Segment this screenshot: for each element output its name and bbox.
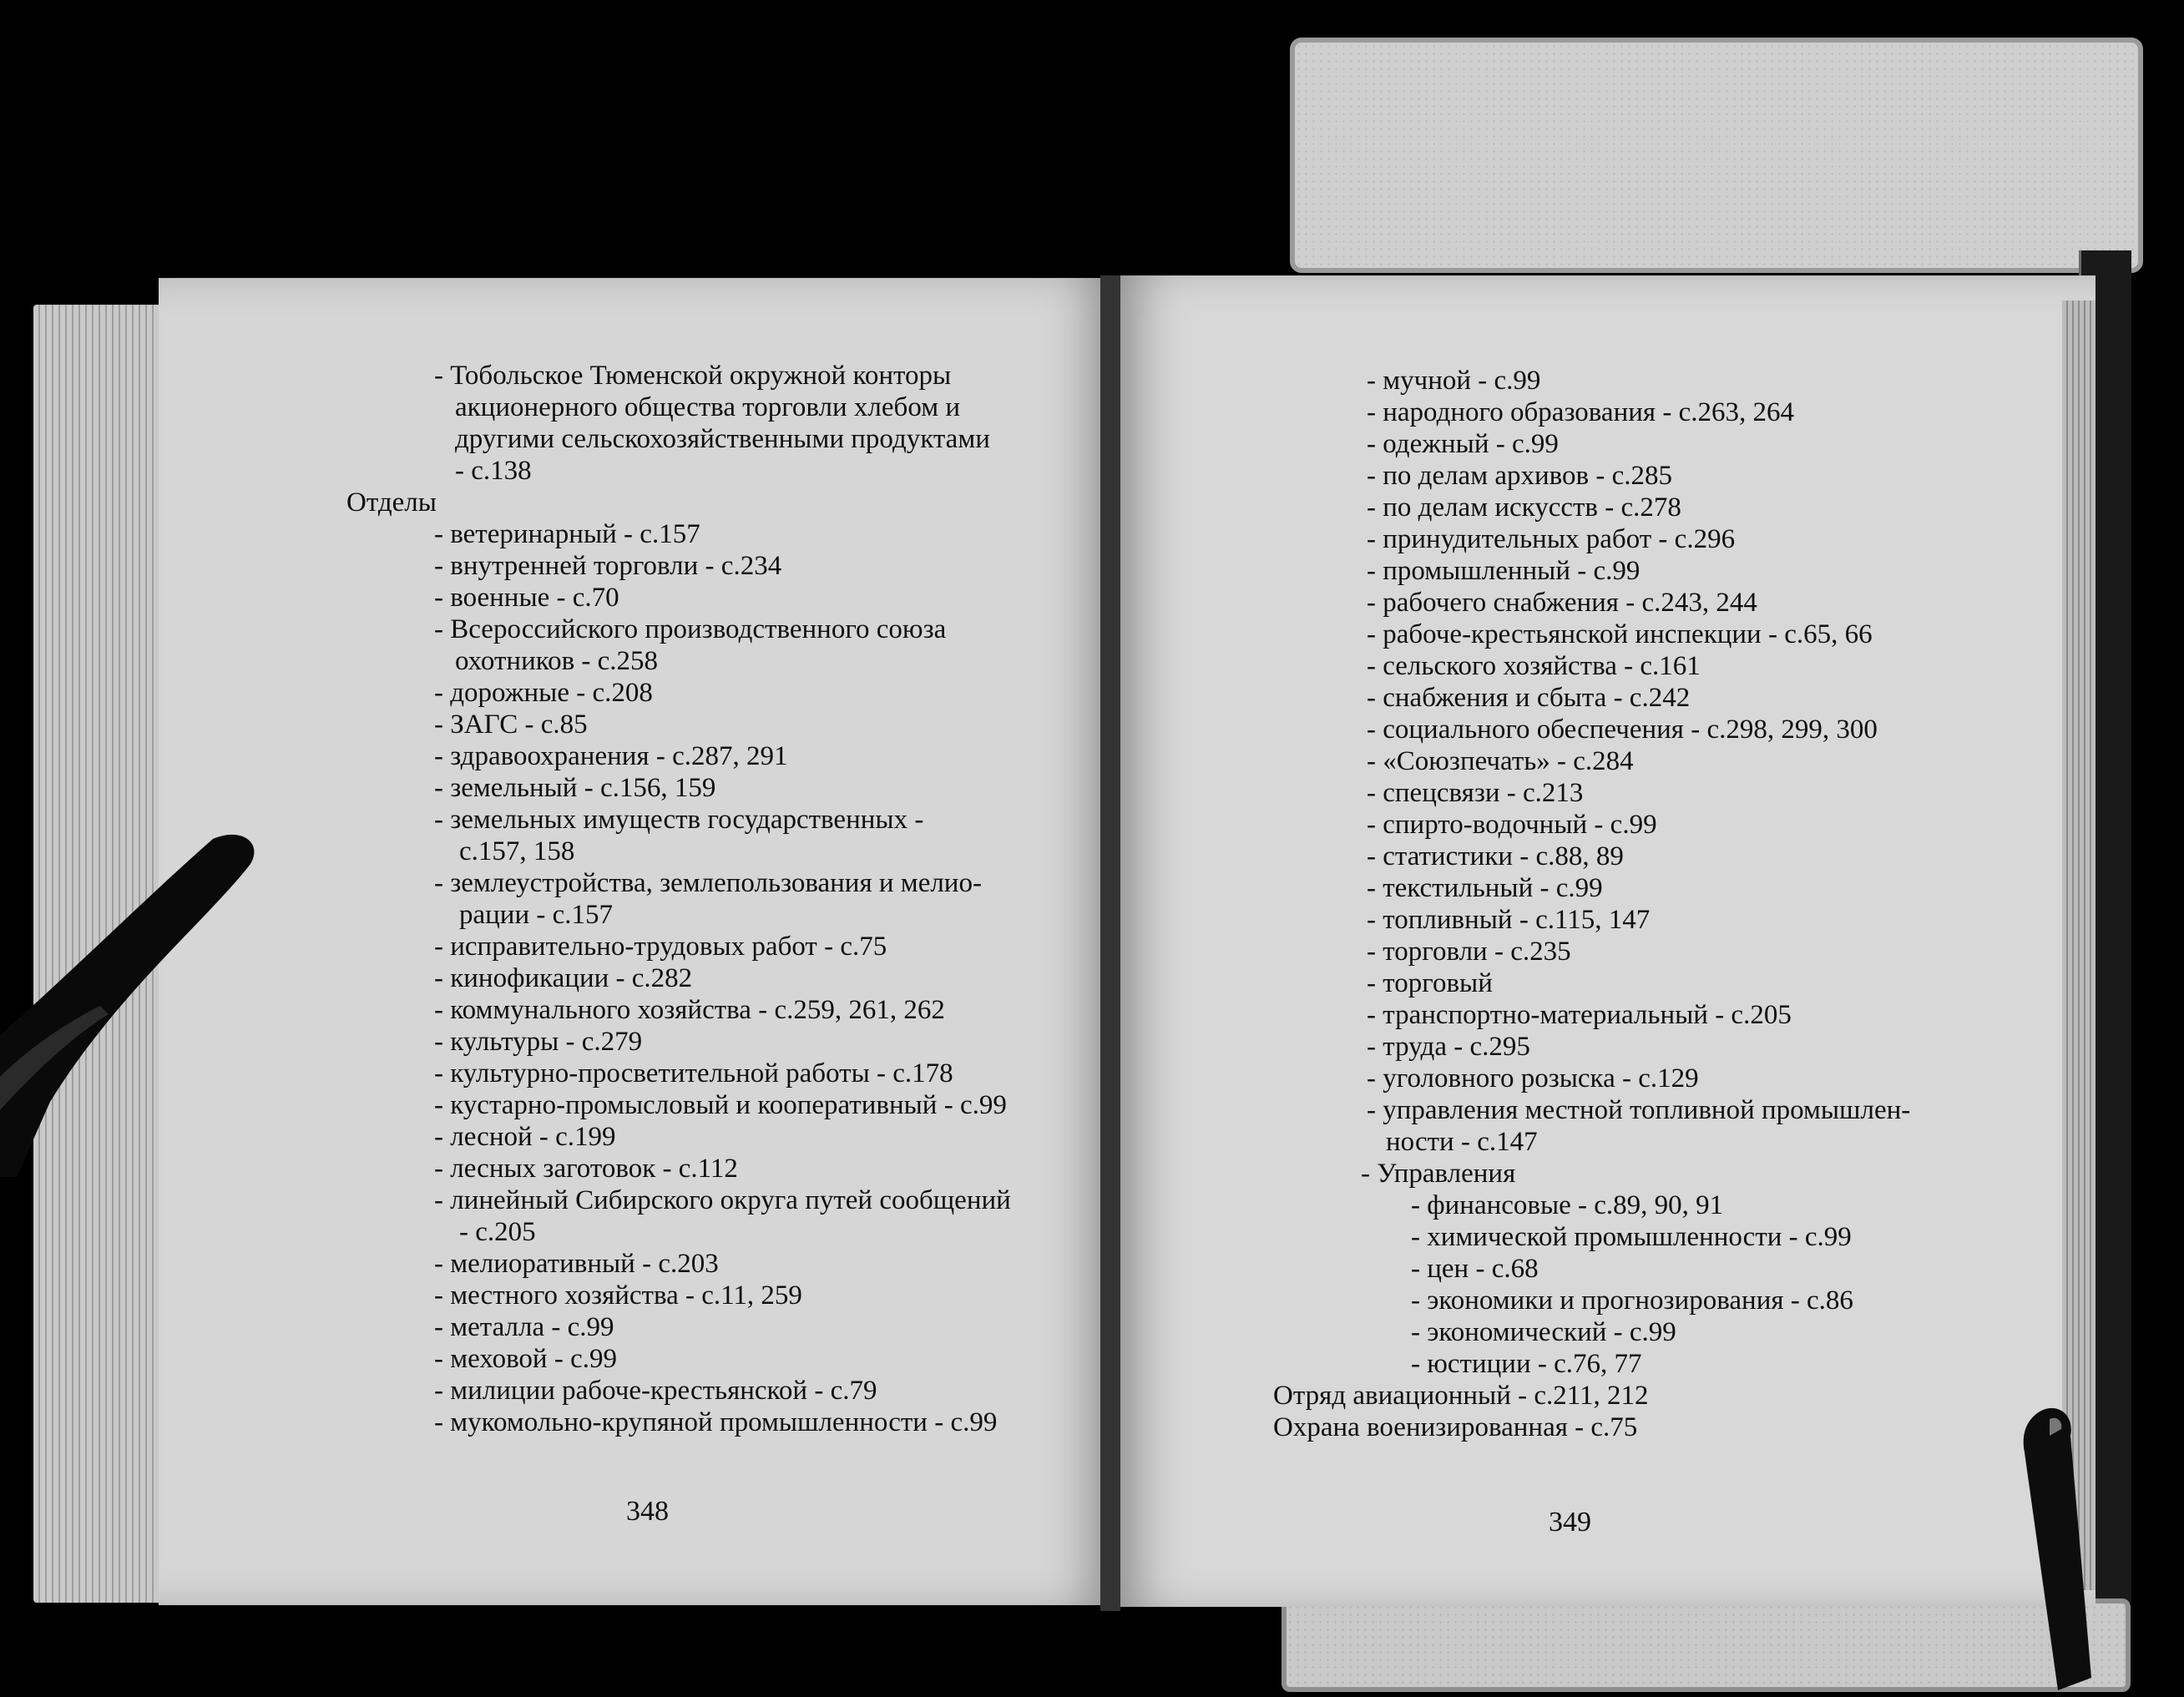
index-line: - дорожные - с.208 [434,678,653,708]
index-line: - земельный - с.156, 159 [434,773,716,803]
index-line: - исправительно-трудовых работ - с.75 [434,932,887,962]
index-line: - рабочего снабжения - с.243, 244 [1367,588,1757,618]
index-line: - промышленный - с.99 [1367,556,1641,586]
index-line: - цен - с.68 [1411,1254,1539,1284]
index-line: - торговли - с.235 [1367,937,1571,967]
index-line: - топливный - с.115, 147 [1367,905,1651,935]
index-line: - культуры - с.279 [434,1027,643,1057]
pen-clip [1991,1402,2108,1694]
index-line: - экономический - с.99 [1411,1317,1676,1347]
index-line: - «Союзпечать» - с.284 [1367,746,1634,776]
index-line: - лесной - с.199 [434,1122,616,1152]
right-page-stack [2062,301,2096,1590]
index-line: - статистики - с.88, 89 [1367,841,1624,871]
index-line: - коммунального хозяйства - с.259, 261, 262 [434,995,945,1025]
index-line: - одежный - с.99 [1367,429,1559,459]
index-line: Охрана военизированная - с.75 [1273,1412,1638,1442]
index-line: - меховой - с.99 [434,1344,617,1374]
index-line: - сельского хозяйства - с.161 [1367,651,1701,681]
index-line: с.157, 158 [459,836,575,866]
index-line: - ЗАГС - с.85 [434,710,588,740]
index-line: - юстиции - с.76, 77 [1411,1349,1642,1379]
index-line: - местного хозяйства - с.11, 259 [434,1280,802,1311]
index-line: другими сельскохозяйственными продуктами [455,424,990,454]
index-line: - Всероссийского производственного союза [434,614,947,644]
index-line: - труда - с.295 [1367,1032,1530,1062]
index-line: - землеустройства, землепользования и мелио- [434,868,982,898]
bookmark-ribbon [0,826,267,1177]
index-line: - земельных имуществ государственных - [434,805,924,835]
index-line: - милиции рабоче-крестьянской - с.79 [434,1376,877,1406]
index-line: - спирто-водочный - с.99 [1367,810,1657,840]
index-line: - по делам искусств - с.278 [1367,492,1681,523]
index-line: - народного образования - с.263, 264 [1367,397,1794,427]
index-line: - принудительных работ - с.296 [1367,524,1736,554]
index-line: - по делам архивов - с.285 [1367,461,1672,491]
index-line: - спецсвязи - с.213 [1367,778,1584,808]
index-heading: Отделы [346,487,437,518]
index-line: акционерного общества торговли хлебом и [455,392,961,422]
index-line: - экономики и прогнозирования - с.86 [1411,1285,1853,1316]
page-number-right: 349 [1549,1507,1591,1538]
index-line: - мучной - с.99 [1367,366,1541,396]
index-line: рации - с.157 [459,900,614,930]
index-line: - Тобольское Тюменской окружной конторы [434,361,952,391]
index-line: - транспортно-материальный - с.205 [1367,1000,1792,1030]
index-line: - химической промышленности - с.99 [1411,1222,1852,1252]
index-line: - социального обеспечения - с.298, 299, 300 [1367,715,1878,745]
index-line: - торговый [1367,968,1493,998]
index-line: - финансовые - с.89, 90, 91 [1411,1190,1724,1220]
book-spine [1100,275,1120,1611]
index-line: - с.205 [459,1217,536,1247]
index-line: - мелиоративный - с.203 [434,1249,719,1279]
index-line: - ветеринарный - с.157 [434,519,700,549]
index-line: - здравоохранения - с.287, 291 [434,741,788,771]
index-line: - кустарно-промысловый и кооперативный - с.99 [434,1090,1007,1120]
index-line: - управления местной топливной промышлен- [1367,1095,1911,1125]
index-line: - военные - с.70 [434,583,619,613]
index-line: ности - с.147 [1386,1127,1538,1157]
index-line: - кинофикации - с.282 [434,963,693,993]
index-line: - линейный Сибирского округа путей сообщений [434,1185,1011,1215]
index-line: - внутренней торговли - с.234 [434,551,782,581]
index-line: охотников - с.258 [455,646,659,676]
index-line: - уголовного розыска - с.129 [1367,1063,1699,1093]
index-line: - Управления [1361,1159,1516,1189]
foam-pad-top [1290,38,2143,273]
index-line: - рабоче-крестьянской инспекции - с.65, 66 [1367,619,1873,649]
index-line: - культурно-просветительной работы - с.178 [434,1058,953,1088]
index-line: - текстильный - с.99 [1367,873,1603,903]
index-line: - мукомольно-крупяной промышленности - с.99 [434,1407,998,1437]
index-line: - с.138 [455,456,532,486]
index-line: Отряд авиационный - с.211, 212 [1273,1381,1649,1411]
page-number-left: 348 [626,1496,669,1527]
index-line: - металла - с.99 [434,1312,614,1342]
index-line: - лесных заготовок - с.112 [434,1154,738,1184]
index-line: - снабжения и сбыта - с.242 [1367,683,1691,713]
